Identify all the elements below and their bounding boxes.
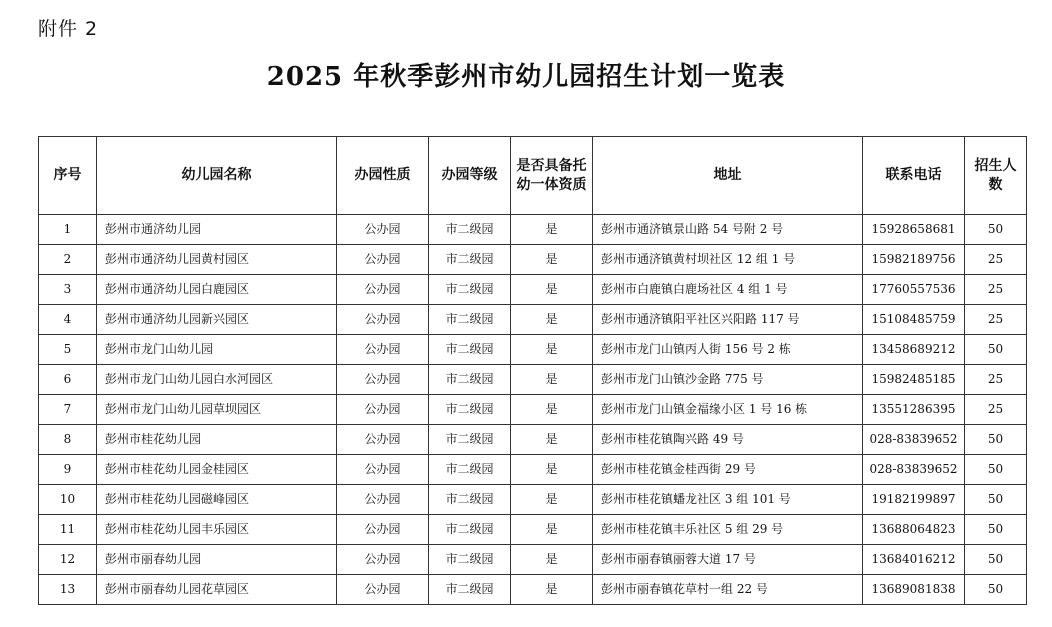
cell-level: 市二级园 (429, 275, 511, 305)
cell-address: 彭州市桂花镇金桂西街 29 号 (593, 455, 863, 485)
cell-phone: 13551286395 (863, 395, 965, 425)
cell-level: 市二级园 (429, 575, 511, 605)
cell-nature: 公办园 (337, 275, 429, 305)
cell-kindergarten-name: 彭州市桂花幼儿园金桂园区 (97, 455, 337, 485)
cell-address: 彭州市桂花镇丰乐社区 5 组 29 号 (593, 515, 863, 545)
cell-phone: 15928658681 (863, 215, 965, 245)
cell-level: 市二级园 (429, 305, 511, 335)
cell-phone: 13689081838 (863, 575, 965, 605)
cell-kindergarten-name: 彭州市通济幼儿园白鹿园区 (97, 275, 337, 305)
cell-kindergarten-name: 彭州市桂花幼儿园磁峰园区 (97, 485, 337, 515)
cell-enrollment: 25 (965, 245, 1027, 275)
cell-qualification: 是 (511, 515, 593, 545)
cell-index: 12 (39, 545, 97, 575)
cell-index: 13 (39, 575, 97, 605)
cell-enrollment: 25 (965, 305, 1027, 335)
cell-level: 市二级园 (429, 215, 511, 245)
cell-qualification: 是 (511, 425, 593, 455)
cell-enrollment: 50 (965, 545, 1027, 575)
column-header: 办园等级 (429, 137, 511, 215)
cell-phone: 19182199897 (863, 485, 965, 515)
attachment-label: 附件 2 (38, 18, 99, 40)
table-row (39, 515, 1027, 545)
cell-level: 市二级园 (429, 515, 511, 545)
cell-phone: 15108485759 (863, 305, 965, 335)
column-header: 招生人数 (965, 137, 1027, 215)
cell-qualification: 是 (511, 335, 593, 365)
cell-nature: 公办园 (337, 305, 429, 335)
cell-phone: 17760557536 (863, 275, 965, 305)
cell-enrollment: 25 (965, 365, 1027, 395)
column-header: 幼儿园名称 (97, 137, 337, 215)
cell-phone: 13688064823 (863, 515, 965, 545)
cell-enrollment: 50 (965, 515, 1027, 545)
cell-index: 4 (39, 305, 97, 335)
cell-address: 彭州市白鹿镇白鹿场社区 4 组 1 号 (593, 275, 863, 305)
cell-enrollment: 50 (965, 575, 1027, 605)
cell-enrollment: 25 (965, 395, 1027, 425)
cell-enrollment: 25 (965, 275, 1027, 305)
cell-address: 彭州市丽春镇花草村一组 22 号 (593, 575, 863, 605)
table-row (39, 395, 1027, 425)
cell-address: 彭州市通济镇景山路 54 号附 2 号 (593, 215, 863, 245)
cell-index: 5 (39, 335, 97, 365)
cell-address: 彭州市龙门山镇沙金路 775 号 (593, 365, 863, 395)
cell-nature: 公办园 (337, 245, 429, 275)
table-header-row (39, 137, 1027, 215)
cell-index: 3 (39, 275, 97, 305)
column-header: 地址 (593, 137, 863, 215)
table-row (39, 245, 1027, 275)
cell-address: 彭州市龙门山镇丙人街 156 号 2 栋 (593, 335, 863, 365)
cell-index: 10 (39, 485, 97, 515)
table-row (39, 485, 1027, 515)
cell-address: 彭州市通济镇阳平社区兴阳路 117 号 (593, 305, 863, 335)
cell-phone: 13458689212 (863, 335, 965, 365)
cell-nature: 公办园 (337, 515, 429, 545)
cell-nature: 公办园 (337, 485, 429, 515)
column-header: 序号 (39, 137, 97, 215)
cell-qualification: 是 (511, 395, 593, 425)
table-row (39, 215, 1027, 245)
cell-nature: 公办园 (337, 365, 429, 395)
cell-phone: 15982485185 (863, 365, 965, 395)
cell-index: 8 (39, 425, 97, 455)
table-row (39, 425, 1027, 455)
cell-qualification: 是 (511, 275, 593, 305)
cell-phone: 13684016212 (863, 545, 965, 575)
cell-qualification: 是 (511, 245, 593, 275)
cell-qualification: 是 (511, 365, 593, 395)
cell-level: 市二级园 (429, 335, 511, 365)
cell-level: 市二级园 (429, 455, 511, 485)
cell-address: 彭州市桂花镇陶兴路 49 号 (593, 425, 863, 455)
cell-phone: 15982189756 (863, 245, 965, 275)
table-row (39, 275, 1027, 305)
cell-kindergarten-name: 彭州市通济幼儿园新兴园区 (97, 305, 337, 335)
cell-enrollment: 50 (965, 485, 1027, 515)
cell-level: 市二级园 (429, 245, 511, 275)
cell-nature: 公办园 (337, 425, 429, 455)
cell-nature: 公办园 (337, 395, 429, 425)
cell-phone: 028-83839652 (863, 455, 965, 485)
cell-enrollment: 50 (965, 425, 1027, 455)
column-header: 联系电话 (863, 137, 965, 215)
cell-enrollment: 50 (965, 455, 1027, 485)
cell-index: 6 (39, 365, 97, 395)
table-row (39, 365, 1027, 395)
column-header: 办园性质 (337, 137, 429, 215)
cell-index: 11 (39, 515, 97, 545)
cell-enrollment: 50 (965, 215, 1027, 245)
cell-address: 彭州市通济镇黄村坝社区 12 组 1 号 (593, 245, 863, 275)
cell-qualification: 是 (511, 545, 593, 575)
cell-kindergarten-name: 彭州市丽春幼儿园花草园区 (97, 575, 337, 605)
cell-kindergarten-name: 彭州市龙门山幼儿园白水河园区 (97, 365, 337, 395)
cell-address: 彭州市桂花镇蟠龙社区 3 组 101 号 (593, 485, 863, 515)
cell-enrollment: 50 (965, 335, 1027, 365)
cell-qualification: 是 (511, 455, 593, 485)
table-row (39, 305, 1027, 335)
cell-kindergarten-name: 彭州市通济幼儿园 (97, 215, 337, 245)
cell-kindergarten-name: 彭州市龙门山幼儿园 (97, 335, 337, 365)
cell-nature: 公办园 (337, 575, 429, 605)
table-row (39, 455, 1027, 485)
cell-kindergarten-name: 彭州市桂花幼儿园 (97, 425, 337, 455)
cell-qualification: 是 (511, 485, 593, 515)
enrollment-plan-table (38, 136, 1027, 605)
cell-index: 1 (39, 215, 97, 245)
cell-index: 2 (39, 245, 97, 275)
cell-qualification: 是 (511, 305, 593, 335)
cell-level: 市二级园 (429, 395, 511, 425)
cell-qualification: 是 (511, 215, 593, 245)
document-title: 2025 年秋季彭州市幼儿园招生计划一览表 (266, 62, 786, 92)
column-header: 是否具备托幼一体资质 (511, 137, 593, 215)
cell-nature: 公办园 (337, 335, 429, 365)
cell-phone: 028-83839652 (863, 425, 965, 455)
cell-address: 彭州市龙门山镇金福缘小区 1 号 16 栋 (593, 395, 863, 425)
cell-kindergarten-name: 彭州市丽春幼儿园 (97, 545, 337, 575)
cell-level: 市二级园 (429, 545, 511, 575)
table-row (39, 545, 1027, 575)
cell-nature: 公办园 (337, 215, 429, 245)
cell-address: 彭州市丽春镇丽蓉大道 17 号 (593, 545, 863, 575)
cell-kindergarten-name: 彭州市桂花幼儿园丰乐园区 (97, 515, 337, 545)
table-row (39, 335, 1027, 365)
cell-index: 7 (39, 395, 97, 425)
cell-kindergarten-name: 彭州市通济幼儿园黄村园区 (97, 245, 337, 275)
cell-level: 市二级园 (429, 485, 511, 515)
cell-level: 市二级园 (429, 425, 511, 455)
cell-nature: 公办园 (337, 545, 429, 575)
cell-qualification: 是 (511, 575, 593, 605)
cell-nature: 公办园 (337, 455, 429, 485)
table-row (39, 575, 1027, 605)
cell-kindergarten-name: 彭州市龙门山幼儿园草坝园区 (97, 395, 337, 425)
cell-level: 市二级园 (429, 365, 511, 395)
cell-index: 9 (39, 455, 97, 485)
